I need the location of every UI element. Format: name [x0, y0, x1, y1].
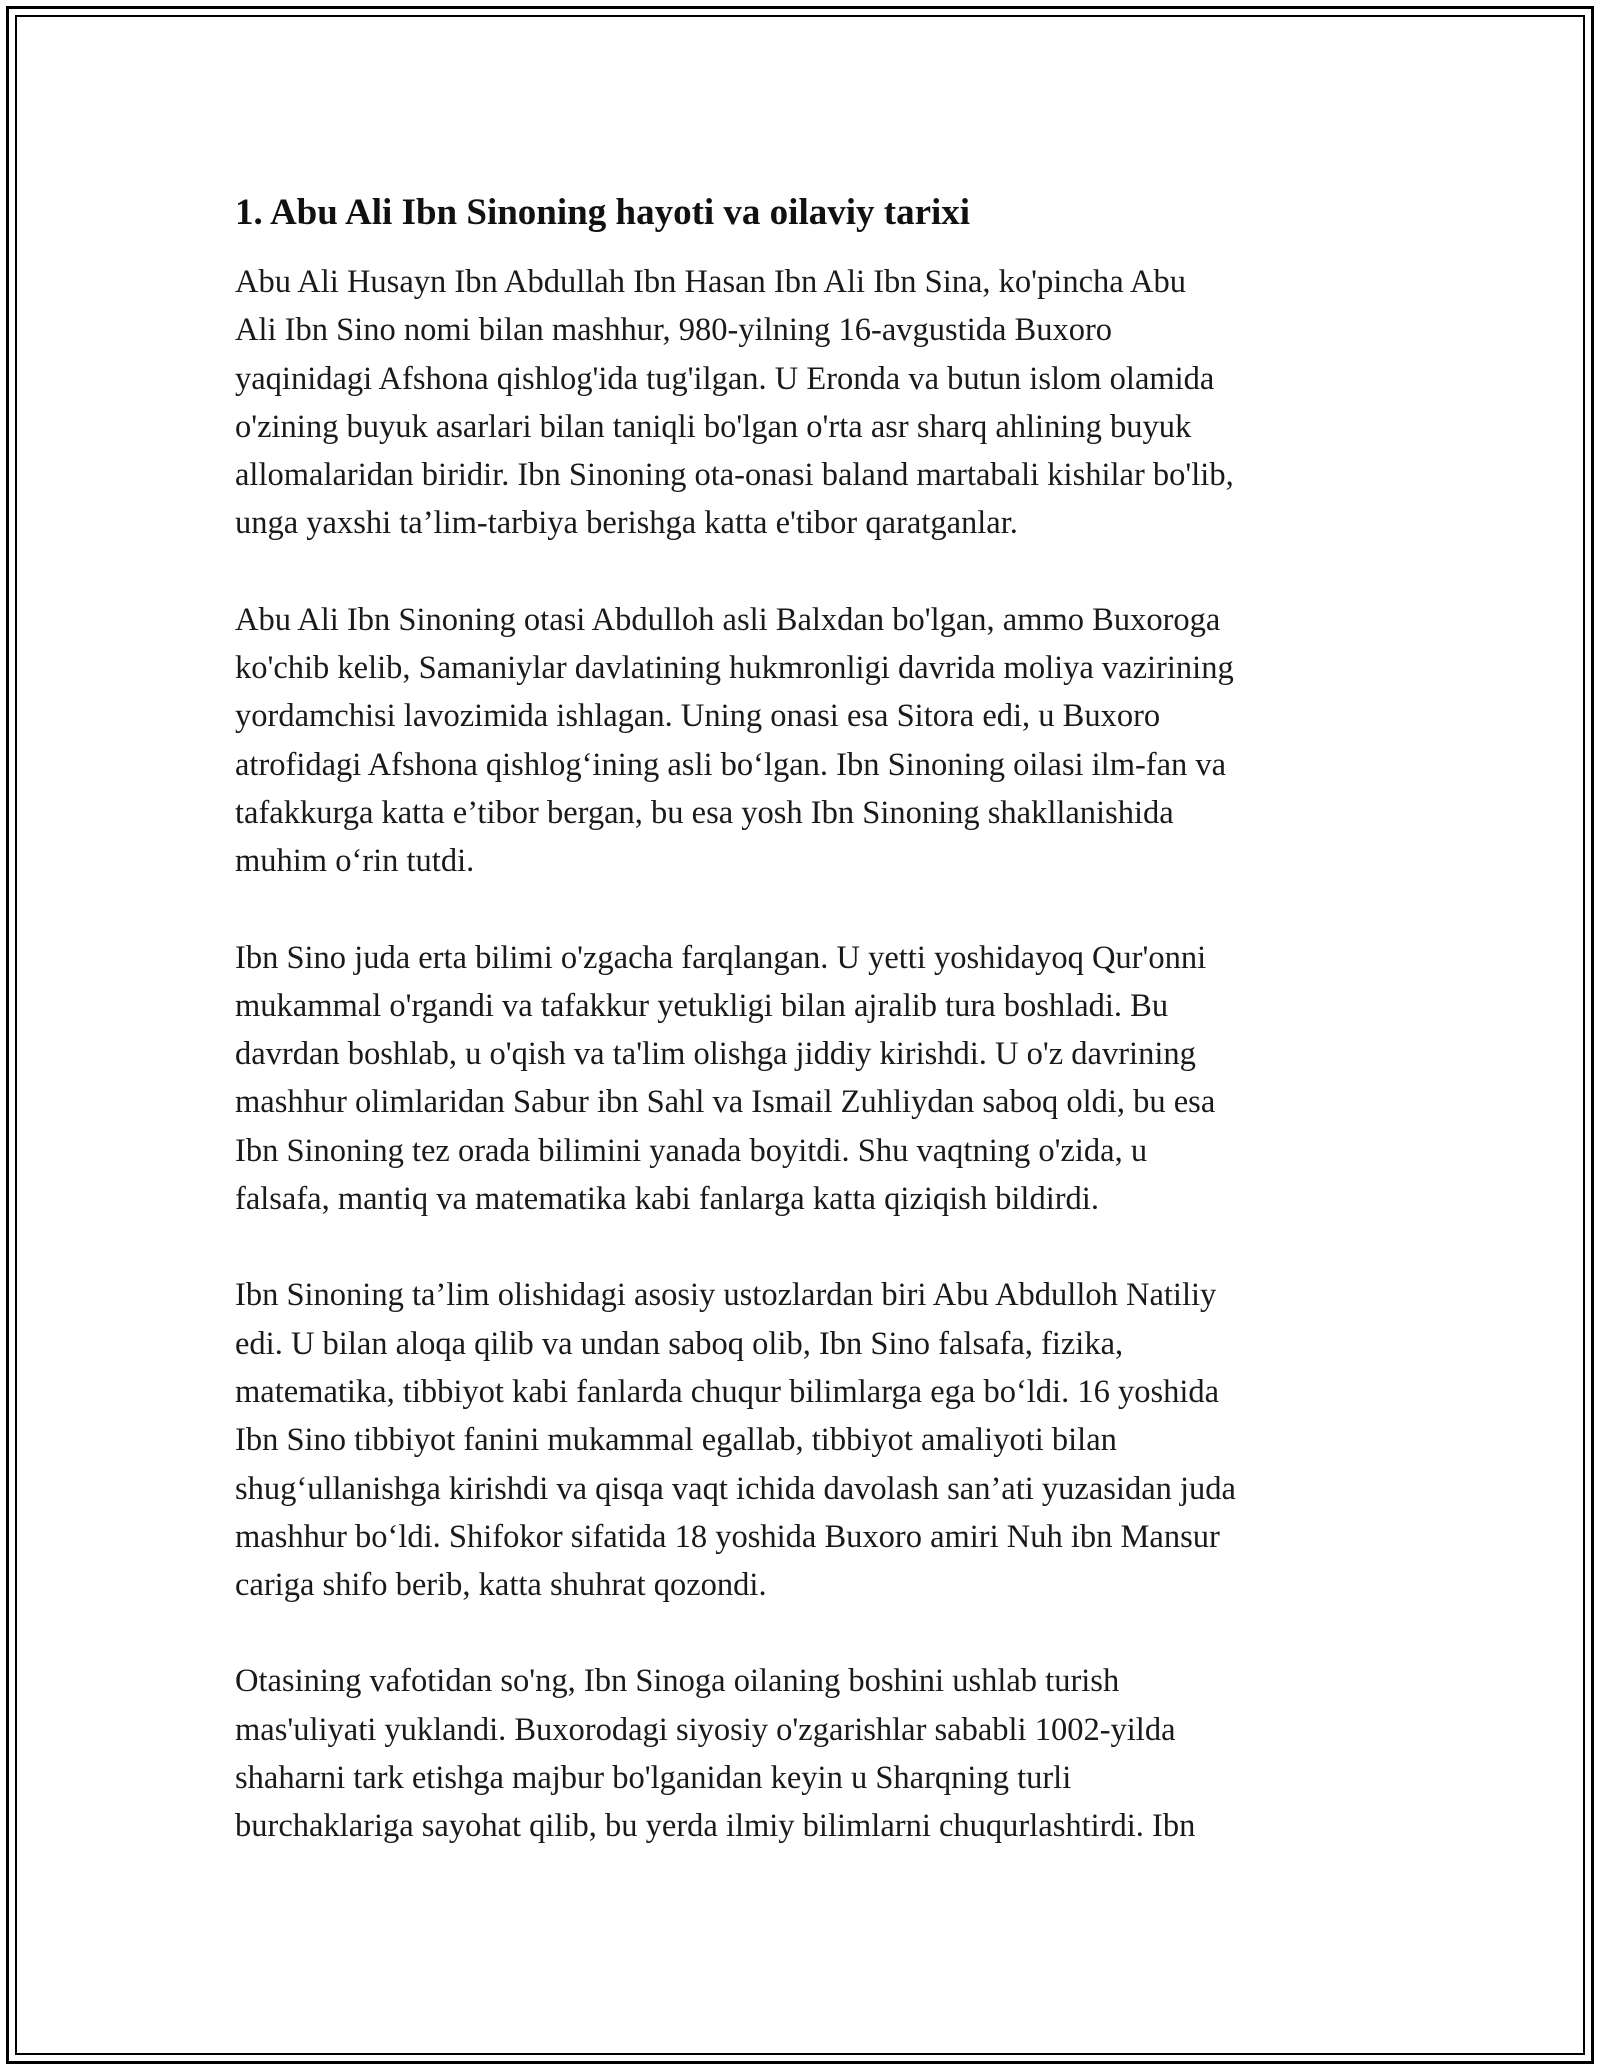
text-line: edi. U bilan aloqa qilib va undan saboq olib, Ibn Sino falsafa, fizika, [235, 1325, 1124, 1362]
paragraph-5 [235, 1657, 1380, 1850]
text-line: davrdan boshlab, u o'qish va ta'lim olishga jiddiy kirishdi. U o'z davrining [235, 1036, 1196, 1073]
text-line: Ibn Sinoning tez orada bilimini yanada boyitdi. Shu vaqtning o'zida, u [235, 1132, 1148, 1169]
text-line: cariga shifo berib, katta shuhrat qozondi. [235, 1567, 767, 1604]
text-line: mashhur olimlaridan Sabur ibn Sahl va Ismail Zuhliydan saboq oldi, bu esa [235, 1084, 1216, 1121]
text-line: mas'uliyati yuklandi. Buxorodagi siyosiy o'zgarishlar sababli 1002-yilda [235, 1711, 1176, 1748]
text-line: burchaklariga sayohat qilib, bu yerda ilmiy bilimlarni chuqurlashtirdi. Ibn [235, 1808, 1196, 1845]
text-line: Ibn Sinoning ta’lim olishidagi asosiy ustozlardan biri Abu Abdulloh Natiliy [235, 1277, 1217, 1314]
text-line: o'zining buyuk asarlari bilan taniqli bo'lgan o'rta asr sharq ahlining buyuk [235, 408, 1192, 445]
text-line: tafakkurga katta e’tibor bergan, bu esa yosh Ibn Sinoning shakllanishida [235, 794, 1174, 831]
text-line: ko'chib kelib, Samaniylar davlatining hukmronligi davrida moliya vazirining [235, 650, 1234, 687]
text-line: Ibn Sino tibbiyot fanini mukammal egallab, tibbiyot amaliyoti bilan [235, 1422, 1117, 1459]
document-body [235, 183, 1380, 1899]
text-line: Ali Ibn Sino nomi bilan mashhur, 980-yilning 16-avgustida Buxoro [235, 312, 1113, 349]
paragraph-4 [235, 1271, 1380, 1609]
text-line: Abu Ali Ibn Sinoning otasi Abdulloh asli Balxdan bo'lgan, ammo Buxoroga [235, 601, 1221, 638]
text-line: falsafa, mantiq va matematika kabi fanlarga katta qiziqish bildirdi. [235, 1181, 1099, 1218]
text-line: matematika, tibbiyot kabi fanlarda chuqur bilimlarga ega bo‘ldi. 16 yoshida [235, 1373, 1220, 1410]
paragraph-1 [235, 258, 1380, 548]
text-line: yordamchisi lavozimida ishlagan. Uning onasi esa Sitora edi, u Buxoro [235, 698, 1161, 735]
text-line: mashhur bo‘ldi. Shifokor sifatida 18 yoshida Buxoro amiri Nuh ibn Mansur [235, 1518, 1220, 1555]
text-line: shug‘ullanishga kirishdi va qisqa vaqt ichida davolash san’ati yuzasidan juda [235, 1470, 1236, 1507]
text-line: muhim o‘rin tutdi. [235, 843, 475, 880]
text-line: Otasining vafotidan so'ng, Ibn Sinoga oilaning boshini ushlab turish [235, 1663, 1120, 1700]
text-line: allomalaridan biridir. Ibn Sinoning ota-onasi baland martabali kishilar bo'lib, [235, 457, 1234, 494]
text-line: atrofidagi Afshona qishlog‘ining asli bo‘lgan. Ibn Sinoning oilasi ilm-fan va [235, 746, 1227, 783]
paragraph-3 [235, 934, 1380, 1224]
text-line: Ibn Sino juda erta bilimi o'zgacha farqlangan. U yetti yoshidayoq Qur'onni [235, 939, 1207, 976]
text-line: yaqinidagi Afshona qishlog'ida tug'ilgan. U Eronda va butun islom olamida [235, 360, 1215, 397]
text-line: mukammal o'rgandi va tafakkur yetukligi bilan ajralib tura boshladi. Bu [235, 987, 1169, 1024]
text-line: unga yaxshi ta’lim-tarbiya berishga katta e'tibor qaratganlar. [235, 505, 1018, 542]
text-line: Abu Ali Husayn Ibn Abdullah Ibn Hasan Ibn Ali Ibn Sina, ko'pincha Abu [235, 264, 1186, 300]
paragraph-2 [235, 596, 1380, 886]
section-heading: 1. Abu Ali Ibn Sinoning hayoti va oilaviy tarixi [235, 192, 971, 233]
text-line: shaharni tark etishga majbur bo'lganidan keyin u Sharqning turli [235, 1760, 1072, 1797]
